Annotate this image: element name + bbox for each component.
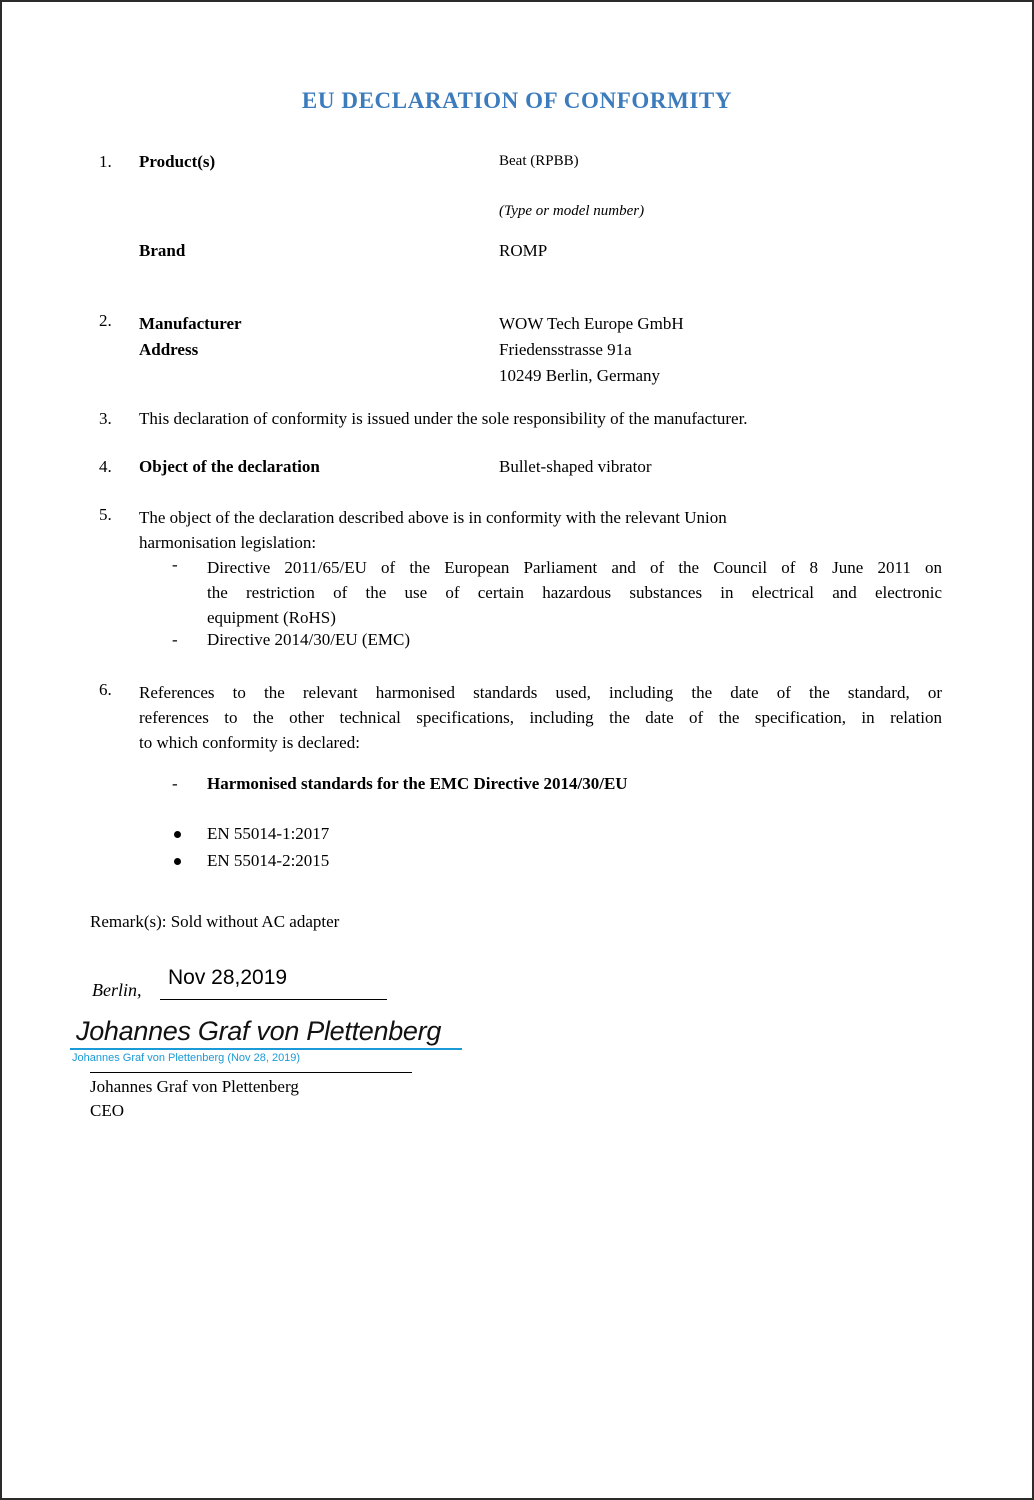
standard-en55014-2: EN 55014-2:2015 [207, 851, 330, 870]
section-5-number: 5. [99, 505, 112, 524]
dash-marker: - [172, 774, 178, 793]
document-title: EU DECLARATION OF CONFORMITY [301, 88, 733, 113]
references-intro-line2: references to the other technical specifications, including the date of the specification, in relation [139, 708, 942, 727]
directive-emc-item: Directive 2014/30/EU (EMC) [207, 630, 411, 649]
signing-date: Nov 28,2019 [168, 966, 288, 989]
signer-line [90, 1072, 412, 1073]
section-1-number: 1. [99, 152, 112, 171]
product-value: Beat (RPBB) [499, 153, 579, 169]
signing-place: Berlin, [92, 980, 142, 1000]
references-intro-line3: to which conformity is declared: [139, 733, 360, 752]
responsibility-statement: This declaration of conformity is issued under the sole responsibility of the manufacturer. [139, 409, 748, 428]
brand-label: Brand [139, 241, 186, 260]
manufacturer-label-line: Manufacturer [139, 314, 242, 333]
directive-rohs-line3: equipment (RoHS) [207, 608, 336, 627]
date-line [160, 999, 387, 1000]
harmonised-standards-heading: Harmonised standards for the EMC Directive 2014/30/EU [207, 774, 628, 793]
directive-rohs-line1: Directive 2011/65/EU of the European Parliament and of the Council of 8 June 2011 on [207, 558, 942, 577]
signer-title: CEO [90, 1101, 124, 1120]
brand-value: ROMP [499, 241, 548, 260]
references-intro [139, 680, 942, 755]
standard-en55014-1: EN 55014-1:2017 [207, 824, 330, 843]
signature-note: Johannes Graf von Plettenberg (Nov 28, 2019) [72, 1052, 301, 1064]
address-city: 10249 Berlin, Germany [499, 366, 660, 385]
directive-rohs-line2: the restriction of the use of certain hazardous substances in electrical and electronic [207, 583, 942, 602]
references-intro-line1: References to the relevant harmonised standards used, including the date of the standard, or [139, 683, 942, 702]
bullet-icon [174, 831, 181, 838]
dash-marker: - [172, 630, 178, 649]
manufacturer-name: WOW Tech Europe GmbH [499, 314, 684, 333]
product-label: Product(s) [139, 152, 216, 171]
harmonisation-intro-line1: The object of the declaration described above is in conformity with the relevant Union [139, 508, 727, 527]
remark-text: Remark(s): Sold without AC adapter [90, 912, 340, 931]
signature-text: Johannes Graf von Plettenberg [76, 1016, 442, 1046]
section-4-number: 4. [99, 457, 112, 476]
dash-marker: - [172, 555, 178, 574]
manufacturer-label [139, 311, 242, 363]
address-street: Friedensstrasse 91a [499, 340, 632, 359]
type-model-note: (Type or model number) [499, 203, 645, 219]
section-2-number: 2. [99, 311, 112, 330]
object-label: Object of the declaration [139, 457, 320, 476]
bullet-icon [174, 858, 181, 865]
harmonisation-intro [139, 505, 942, 555]
object-value: Bullet-shaped vibrator [499, 457, 652, 476]
section-3-number: 3. [99, 409, 112, 428]
address-label-line: Address [139, 340, 199, 359]
harmonisation-intro-line2: harmonisation legislation: [139, 533, 317, 552]
signature-underline [70, 1048, 462, 1050]
signer-name: Johannes Graf von Plettenberg [90, 1077, 299, 1096]
manufacturer-value [499, 311, 684, 389]
directive-rohs-item [207, 555, 942, 630]
section-6-number: 6. [99, 680, 112, 699]
